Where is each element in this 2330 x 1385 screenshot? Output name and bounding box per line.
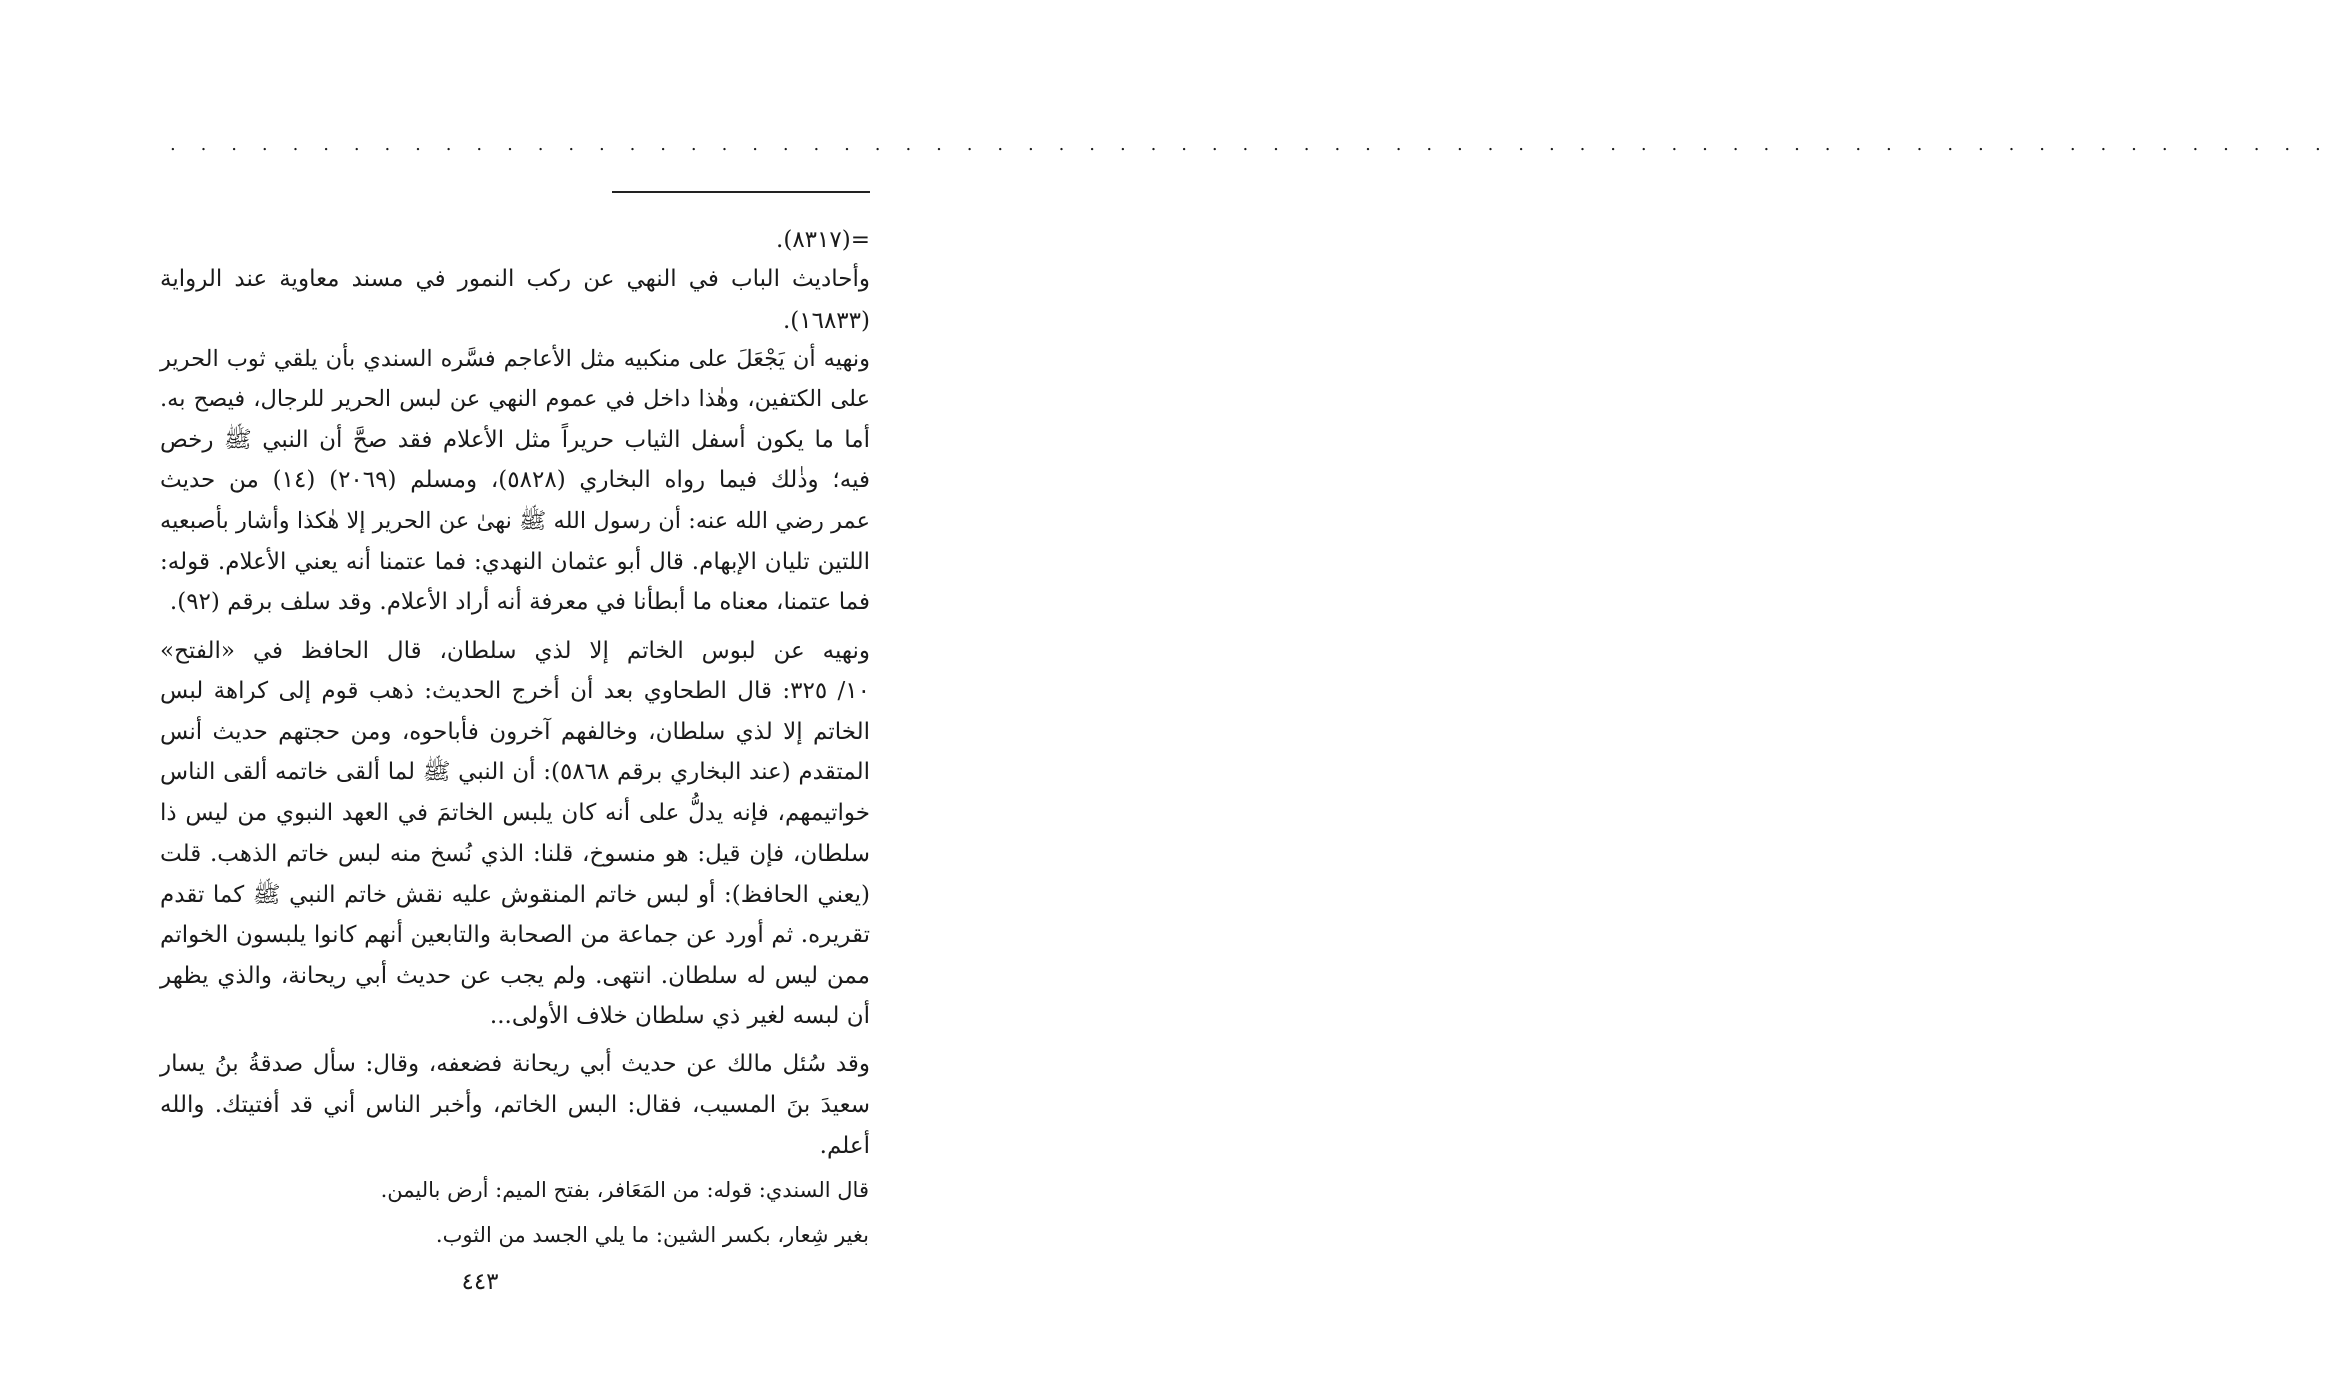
text-line: أما ما يكون أسفل الثياب حريراً مثل الأعلام فقد صحَّ أن النبي ﷺ رخص: [160, 427, 870, 453]
text-line: (١٦٨٣٣).: [782, 308, 870, 334]
text-line: أعلم.: [819, 1133, 870, 1159]
footnote-rule: [612, 191, 870, 193]
page-number: ٤٤٣: [461, 1269, 499, 1295]
text-line: =(٨٣١٧).: [776, 227, 870, 253]
text-line: فيه؛ وذٰلك فيما رواه البخاري (٥٨٢٨)، ومسلم (٢٠٦٩) (١٤) من حديث: [160, 467, 871, 493]
text-line: اللتين تليان الإبهام. قال أبو عثمان النهدي: فما عتمنا أنه يعني الأعلام. قوله:: [160, 549, 870, 575]
text-line: ونهيه عن لبوس الخاتم إلا لذي سلطان، قال الحافظ في «الفتح»: [160, 638, 870, 664]
text-line: فما عتمنا، معناه ما أبطأنا في معرفة أنه أراد الأعلام. وقد سلف برقم (٩٢).: [169, 589, 870, 615]
footnote-line: بغير شِعار، بكسر الشين: ما يلي الجسد من الثوب.: [435, 1223, 869, 1247]
text-line: وقد سُئل مالك عن حديث أبي ريحانة فضعفه، وقال: سأل صدقةُ بنُ يسار: [160, 1051, 870, 1077]
text-line: المتقدم (عند البخاري برقم ٥٨٦٨): أن النبي ﷺ لما ألقى خاتمه ألقى الناس: [160, 759, 870, 785]
text-line: ونهيه أن يَجْعَلَ على منكبيه مثل الأعاجم فسَّره السندي بأن يلقي ثوب الحرير: [160, 346, 870, 372]
text-line: تقريره. ثم أورد عن جماعة من الصحابة والتابعين أنهم كانوا يلبسون الخواتم: [160, 922, 870, 948]
footnote-line: قال السندي: قوله: من المَعَافر، بفتح الميم: أرض باليمن.: [380, 1178, 869, 1202]
text-line: على الكتفين، وهٰذا داخل في عموم النهي عن لبس الحرير للرجال، فيصح به.: [160, 386, 870, 412]
text-line: ممن ليس له سلطان. انتهى. ولم يجب عن حديث أبي ريحانة، والذي يظهر: [160, 963, 870, 989]
text-line: سلطان، فإن قيل: هو منسوخ، قلنا: الذي نُسخ منه لبس خاتم الذهب. قلت: [160, 841, 870, 867]
text-line: ١٠/ ٣٢٥: قال الطحاوي بعد أن أخرج الحديث: ذهب قوم إلى كراهة لبس: [160, 678, 871, 704]
text-line: خواتيمهم، فإنه يدلُّ على أنه كان يلبس الخاتمَ في العهد النبوي من ليس ذا: [160, 800, 870, 826]
text-line: الخاتم إلا لذي سلطان، وخالفهم آخرون فأباحوه، ومن حجتهم حديث أنس: [160, 719, 870, 745]
dotted-separator: . . . . . . . . . . . . . . . . . . . . . . . . . . . . . . . . . . . . . . . . . . . . . . . . . . . . . . . . . . . . . . . . . . . . . . .: [170, 134, 2330, 155]
text-line: أن لبسه لغير ذي سلطان خلاف الأولى...: [489, 1003, 870, 1029]
text-line: سعيدَ بنَ المسيب، فقال: البس الخاتم، وأخبر الناس أني قد أفتيتك. والله: [160, 1092, 870, 1118]
text-line: عمر رضي الله عنه: أن رسول الله ﷺ نهىٰ عن الحرير إلا هٰكذا وأشار بأصبعيه: [160, 508, 870, 534]
text-line: وأحاديث الباب في النهي عن ركب النمور في مسند معاوية عند الرواية: [160, 266, 870, 292]
text-line: (يعني الحافظ): أو لبس خاتم المنقوش عليه نقش خاتم النبي ﷺ كما تقدم: [160, 882, 870, 908]
